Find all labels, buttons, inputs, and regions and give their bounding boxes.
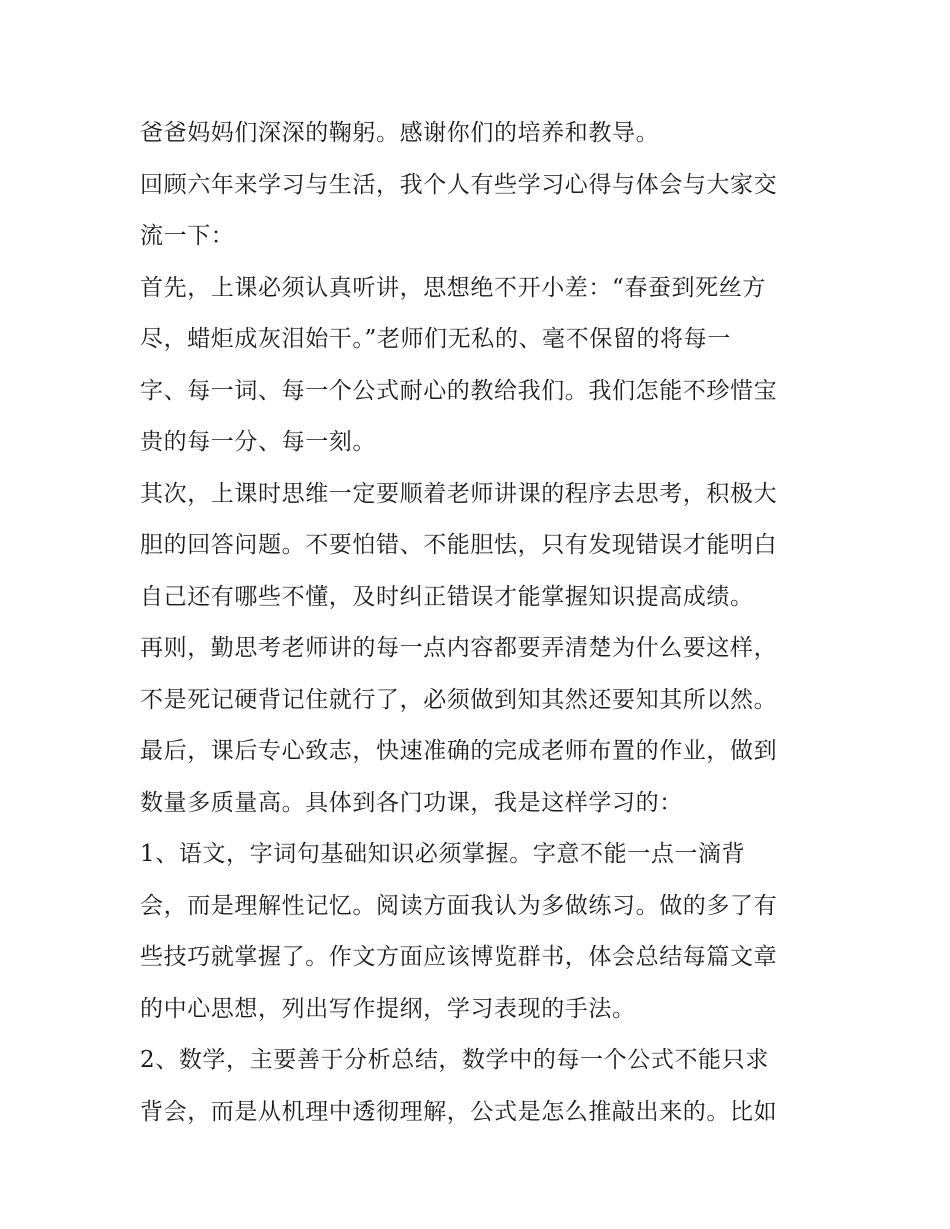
text-line: 字、每一词、每一个公式耐心的教给我们。我们怎能不珍惜宝 (140, 377, 778, 404)
text-line: 回顾六年来学习与生活，我个人有些学习心得与体会与大家交 (140, 171, 778, 198)
text-line: 首先，上课必须认真听讲，思想绝不开小差：“春蚕到死丝方 (140, 274, 766, 301)
text-line: 数量多质量高。具体到各门功课，我是这样学习的： (140, 789, 683, 816)
text-line: 2、数学，主要善于分析总结，数学中的每一个公式不能只求 (140, 1047, 769, 1073)
text-line: 贵的每一分、每一刻。 (140, 429, 376, 455)
text-line: 最后，课后专心致志，快速准确的完成老师布置的作业，做到 (140, 738, 778, 764)
text-line: 自己还有哪些不懂，及时纠正错误才能掌握知识提高成绩。 (140, 583, 754, 610)
text-line: 些技巧就掌握了。作文方面应该博览群书，体会总结每篇文章 (140, 944, 778, 970)
text-line: 1、语文，字词句基础知识必须掌握。字意不能一点一滴背 (140, 841, 746, 867)
text-line: 胆的回答问题。不要怕错、不能胆怯，只有发现错误才能明白 (140, 532, 778, 558)
text-line: 会，而是理解性记忆。阅读方面我认为多做练习。做的多了有 (140, 892, 778, 919)
body-text (140, 108, 830, 1138)
text-line: 流一下： (140, 223, 235, 249)
text-line: 不是死记硬背记住就行了，必须做到知其然还要知其所以然。 (140, 686, 778, 713)
text-line: 爸爸妈妈们深深的鞠躬。感谢你们的培养和教导。 (140, 120, 660, 146)
text-line: 再则，勤思考老师讲的每一点内容都要弄清楚为什么要这样， (140, 635, 778, 661)
text-line: 背会，而是从机理中透彻理解，公式是怎么推敲出来的。比如 (140, 1098, 778, 1125)
text-line: 尽，蜡炬成灰泪始干。”老师们无私的、毫不保留的将每一 (140, 326, 731, 352)
text-line: 其次，上课时思维一定要顺着老师讲课的程序去思考，积极大 (140, 480, 778, 507)
text-line: 的中心思想，列出写作提纲，学习表现的手法。 (140, 995, 636, 1022)
